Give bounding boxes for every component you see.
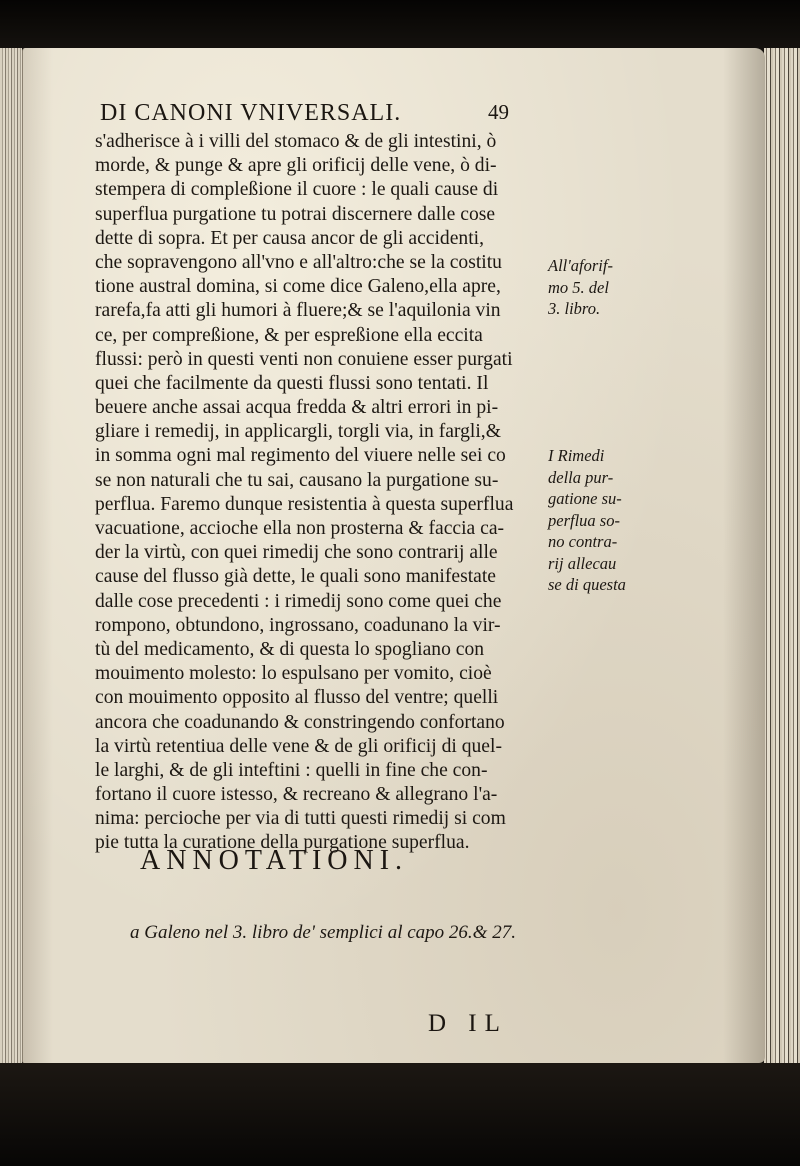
margin-note-line: della pur- bbox=[548, 467, 614, 487]
margin-note-line: I Rimedi bbox=[548, 446, 605, 465]
text-line: s'adherisce à i villi del stomaco & de gli intestini, ò bbox=[95, 131, 497, 152]
text-line: dalle cose precedenti : i rimedij sono come quei che bbox=[95, 590, 502, 612]
catchword: D IL bbox=[428, 1010, 508, 1037]
margin-note-line: gatione su- bbox=[548, 489, 622, 508]
text-line: vacuatione, accioche ella non prosterna & faccia ca- bbox=[95, 518, 505, 539]
running-head: DI CANONI VNIVERSALI. bbox=[100, 100, 402, 126]
text-line: flussi: però in questi venti non conuiene esser purgati bbox=[95, 348, 513, 370]
text-line: ce, per compreßione, & per espreßione ella eccita bbox=[95, 324, 483, 346]
text-line: nima: percioche per via di tutti questi rimedij si com bbox=[95, 808, 506, 830]
margin-note-line: no contra- bbox=[548, 532, 618, 551]
text-line: mouimento molesto: lo espulsano per vomito, cioè bbox=[95, 663, 492, 685]
text-line: rompono, obtundono, ingrossano, coadunano la vir- bbox=[95, 614, 501, 636]
body-text bbox=[95, 130, 547, 856]
scan-bottom-border bbox=[0, 1060, 800, 1166]
book-left-page-edges bbox=[0, 48, 22, 1063]
text-line: rarefa,fa atti gli humori à fluere;& se l'aquilonia vin bbox=[95, 300, 501, 322]
text-line: la virtù retentiua delle vene & de gli orificij di quel- bbox=[95, 735, 502, 757]
text-line: perflua. Faremo dunque resistentia à questa superflua bbox=[95, 493, 514, 515]
text-line: superflua purgatione tu potrai discernere dalle cose bbox=[95, 203, 496, 225]
book-right-page-edges bbox=[764, 48, 800, 1063]
text-line: tù del medicamento, & di questa lo spogliano con bbox=[95, 638, 485, 660]
text-line: morde, & punge & apre gli orificij delle vene, ò di- bbox=[95, 155, 497, 177]
text-line: in somma ogni mal regimento del viuere nelle sei co bbox=[95, 445, 506, 467]
text-line: tione austral domina, si come dice Galeno,ella apre, bbox=[95, 276, 501, 298]
text-line: che sopravengono all'vno e all'altro:che se la costitu bbox=[95, 251, 502, 273]
text-line: le larghi, & de gli inteftini : quelli in fine che con- bbox=[95, 759, 488, 781]
margin-note-line: All'aforif- bbox=[548, 256, 613, 275]
section-heading: ANNOTATIONI. bbox=[140, 845, 409, 876]
margin-note-line: perflua so- bbox=[548, 510, 620, 530]
margin-note-line: se di questa bbox=[548, 575, 626, 594]
annotation-note: a Galeno nel 3. libro de' semplici al capo 26.& 27. bbox=[130, 922, 516, 943]
text-line: con mouimento opposito al flusso del ventre; quelli bbox=[95, 687, 499, 709]
text-line: se non naturali che tu sai, causano la purgatione su- bbox=[95, 469, 499, 491]
text-line: quei che facilmente da questi flussi sono tentati. Il bbox=[95, 372, 489, 394]
text-line: pie tutta la curatione della purgatione superflua. bbox=[95, 832, 470, 854]
page-number: 49 bbox=[488, 100, 509, 124]
margin-note-line: 3. libro. bbox=[548, 299, 601, 318]
text-line: stempera di compleßione il cuore : le quali cause di bbox=[95, 179, 499, 201]
text-line: gliare i remedij, in applicargli, torgli via, in fargli,& bbox=[95, 421, 501, 443]
text-line: dette di sopra. Et per causa ancor de gli accidenti, bbox=[95, 227, 484, 249]
text-line: beuere anche assai acqua fredda & altri errori in pi- bbox=[95, 397, 499, 419]
text-line: der la virtù, con quei rimedij che sono contrarij alle bbox=[95, 542, 498, 564]
margin-note-aphorism bbox=[548, 255, 668, 320]
text-line: ancora che coadunando & constringendo confortano bbox=[95, 711, 505, 733]
margin-note-line: rij allecau bbox=[548, 553, 617, 573]
text-line: cause del flusso già dette, le quali sono manifestate bbox=[95, 566, 497, 588]
margin-note-remedies bbox=[548, 445, 668, 596]
margin-note-line: mo 5. del bbox=[548, 277, 609, 297]
text-line: fortano il cuore istesso, & recreano & allegrano l'a- bbox=[95, 784, 498, 806]
